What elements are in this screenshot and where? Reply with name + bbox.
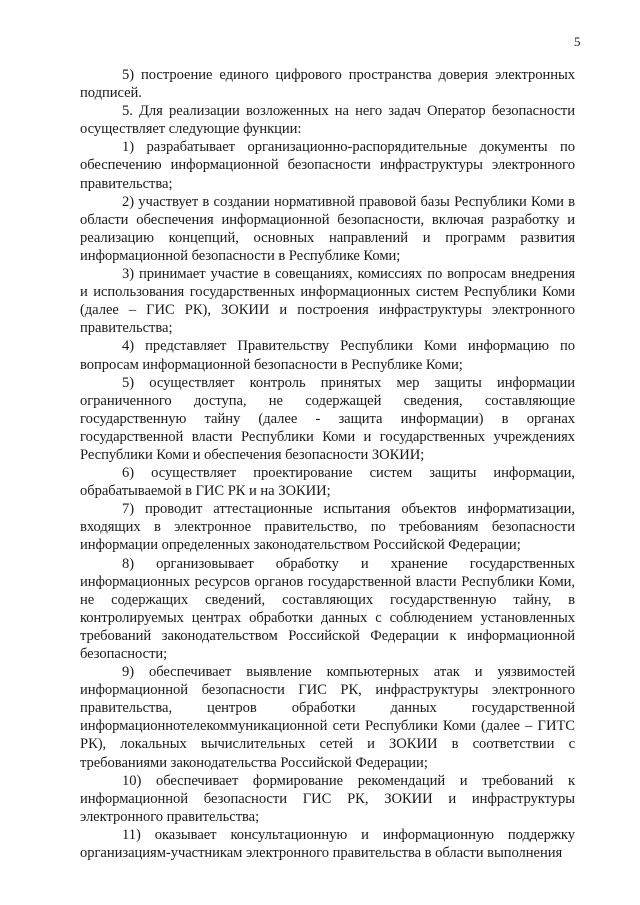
function-item-7: 7) проводит аттестационные испытания объектов информатизации, входящих в электронное правительство, по требованиям безопасности информации определенных законодательством Российской Федерации; [80,501,575,554]
function-item-6: 6) осуществляет проектирование систем защиты информации, обрабатываемой в ГИС РК и на ЗОКИИ; [80,465,575,500]
function-item-1: 1) разрабатывает организационно-распорядительные документы по обеспечению информационной безопасности инфраструктуры электронного правительства; [80,139,575,192]
function-item-2: 2) участвует в создании нормативной правовой базы Республики Коми в области обеспечения информационной безопасности, включая разработку и реализацию концепций, основных направлений и программ развития информационной безопасности в Республике Коми; [80,193,575,264]
function-item-5: 5) осуществляет контроль принятых мер защиты информации ограниченного доступа, не содержащей сведения, составляющие государственную тайну (далее - защита информации) в органах государственной власти Республики Коми и государственных учреждениях Республики Коми и обеспечения безопасности ЗОКИИ; [80,374,575,463]
function-item-10: 10) обеспечивает формирование рекомендаций и требований к информационной безопасности ГИС РК, ЗОКИИ и инфраструктуры электронного правительства; [80,772,575,825]
paragraph-section-5-intro: 5. Для реализации возложенных на него задач Оператор безопасности осуществляет следующие функции: [80,103,575,138]
paragraph-item-5-signatures: 5) построение единого цифрового пространства доверия электронных подписей. [80,67,575,102]
function-item-8: 8) организовывает обработку и хранение государственных информационных ресурсов органов государственной власти Республики Коми, не содержащих сведений, составляющих государственную тайну, в контролируемых центрах обработки данных с соблюдением установленных требований законодательством Российской Федерации к информационной безопасности; [80,555,575,662]
function-item-11: 11) оказывает консультационную и информационную поддержку организациям-участникам электронного правительства в области выполнения [80,826,575,862]
function-item-3: 3) принимает участие в совещаниях, комиссиях по вопросам внедрения и использования государственных информационных систем Республики Коми (далее – ГИС РК), ЗОКИИ и построения инфраструктуры электронного правительства; [80,266,575,337]
document-body [80,66,575,862]
function-item-9: 9) обеспечивает выявление компьютерных атак и уязвимостей информационной безопасности ГИС РК, инфраструктуры электронного правительства, центров обработки данных государственной информационнотелекоммуникационной сети Республики Коми (далее – ГИТС РК), локальных вычислительных сетей и ЗОКИИ в соответствии с требованиями законодательства Российской Федерации; [80,664,575,771]
function-item-4: 4) представляет Правительству Республики Коми информацию по вопросам информационной безопасности в Республике Коми; [80,338,575,373]
page-number: 5 [574,34,581,49]
